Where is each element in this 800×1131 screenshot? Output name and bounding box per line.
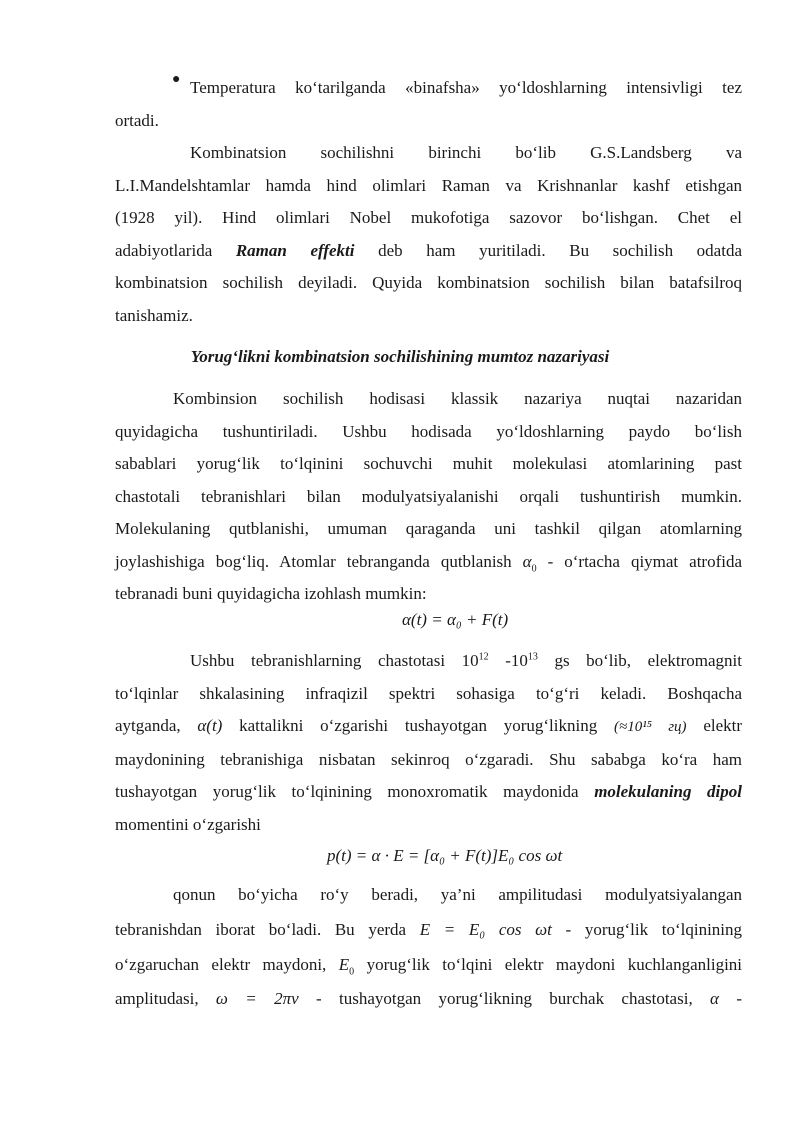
p4-line-2 (115, 912, 742, 948)
e0-subscript: 0 (349, 965, 355, 977)
p3-line-5 (115, 776, 742, 809)
p2-line-3: sabablari yorug‘lik to‘lqinini sochuvchi muhit molekulasi atomlarining past (115, 454, 742, 473)
alpha-symbol-2: α (710, 988, 719, 1008)
p4-line-4 (115, 982, 742, 1016)
alpha-symbol: α (522, 551, 532, 571)
p3-line-1-b: -10 (488, 651, 528, 670)
p4-line-4-c: - (736, 988, 742, 1008)
alpha-t-symbol: α(t) (197, 716, 223, 735)
p2-line-6-b: - o‘rtacha qiymat atrofida (547, 551, 743, 571)
paragraph-landsberg (115, 137, 742, 332)
p2-line-2: quyidagicha tushuntiriladi. Ushbu hodisada yo‘ldoshlarning paydo bo‘lish (115, 421, 742, 441)
formula-polarizability: α(t) = α₀ + F(t) (402, 610, 509, 629)
p4-line-3 (115, 948, 742, 982)
p2-line-6 (115, 546, 742, 579)
dipole-term: molekulaning dipol (594, 782, 743, 801)
p1-line-3: (1928 yil). Hind olimlari Nobel mukofotiga sazovor bo‘lishgan. Chet el (115, 208, 742, 227)
p3-sup-12: 12 (478, 651, 489, 663)
frequency-formula: (≈10¹⁵ гц) (614, 719, 687, 735)
e0-symbol: E (338, 954, 350, 974)
paragraph-amplitude (115, 879, 742, 1016)
p2-line-1: Kombinsion sochilish hodisasi klassik nazariya nuqtai nazaridan (173, 389, 742, 408)
p4-line-2-b: - yorug‘lik to‘lqinining (565, 919, 743, 939)
p1-line-4-c: deb ham yuritiladi. Bu sochilish odatda (378, 240, 742, 260)
bullet-icon: ● (172, 72, 181, 87)
field-formula: E = E₀ cos ωt (419, 919, 552, 939)
p2-line-7: tebranadi buni quyidagicha izohlash mumkin: (115, 584, 427, 603)
p3-line-3-c: elektr (703, 716, 743, 735)
p4-line-3-b: yorug‘lik to‘lqini elektr maydoni kuchlanganligini (366, 954, 743, 974)
p1-line-1: Kombinatsion sochilishni birinchi bo‘lib G.S.Landsberg va (190, 143, 742, 162)
section-heading: Yorug‘likni kombinatsion sochilishining mumtoz nazariyasi (190, 347, 610, 366)
bullet-line-2: ortadi. (115, 110, 159, 130)
omega-formula: ω = 2πν (215, 988, 299, 1008)
p3-line-3-a: aytganda, (115, 716, 181, 735)
p3-line-2: to‘lqinlar shkalasining infraqizil spektri sohasiga to‘g‘ri keladi. Boshqacha (115, 683, 742, 703)
p1-line-4-a: adabiyotlarida (115, 240, 213, 260)
p4-line-4-b: - tushayotgan yorug‘likning burchak chastotasi, (315, 988, 693, 1008)
p3-line-1-a: Ushbu tebranishlarning chastotasi 10 (190, 651, 479, 670)
alpha-subscript: 0 (531, 562, 537, 574)
p1-line-4 (115, 235, 742, 268)
raman-effect-term: Raman effekti (235, 240, 355, 260)
p3-line-3-b: kattalikni o‘zgarishi tushayotgan yorug‘likning (239, 716, 598, 735)
bullet-line-1: Temperatura ko‘tarilganda «binafsha» yo‘ldoshlarning intensivligi tez (190, 78, 742, 97)
p4-line-2-a: tebranishdan iborat bo‘ladi. Bu yerda (115, 919, 407, 939)
p1-line-6: tanishamiz. (115, 305, 193, 325)
p3-line-1 (115, 645, 742, 678)
p3-line-5-a: tushayotgan yorug‘lik to‘lqinining monoxromatik maydonida (115, 782, 579, 801)
p3-line-4: maydonining tebranishiga nisbatan sekinroq o‘zgaradi. Shu sababga ko‘ra ham (115, 749, 742, 769)
paragraph-frequency (115, 645, 742, 841)
p1-line-2: L.I.Mandelshtamlar hamda hind olimlari Raman va Krishnanlar kashf etishgan (115, 175, 742, 195)
p4-line-4-a: amplitudasi, (115, 988, 199, 1008)
p1-line-5: kombinatsion sochilish deyiladi. Quyida kombinatsion sochilish bilan batafsilroq (115, 273, 742, 292)
p2-line-6-a: joylashishiga bog‘liq. Atomlar tebranganda qutblanish (115, 551, 512, 571)
p3-line-6: momentini o‘zgarishi (115, 814, 261, 834)
p3-sup-13: 13 (527, 651, 538, 663)
p3-line-1-c: gs bo‘lib, elektromagnit (537, 651, 742, 670)
p4-line-1: qonun bo‘yicha ro‘y beradi, ya’ni ampilitudasi modulyatsiyalangan (173, 885, 742, 904)
paragraph-classical-theory (115, 383, 742, 611)
p4-line-3-a: o‘zgaruchan elektr maydoni, (115, 954, 327, 974)
p2-line-5: Molekulaning qutblanishi, umuman qaraganda uni tashkil qilgan atomlarning (115, 519, 742, 538)
p3-line-3 (115, 710, 742, 744)
p2-line-4: chastotali tebranishlari bilan modulyatsiyalanishi orqali tushuntirish mumkin. (115, 486, 742, 506)
bullet-paragraph (115, 72, 742, 137)
formula-dipole-moment: p(t) = α · E = [α₀ + F(t)]E₀ cos ωt (327, 846, 563, 865)
